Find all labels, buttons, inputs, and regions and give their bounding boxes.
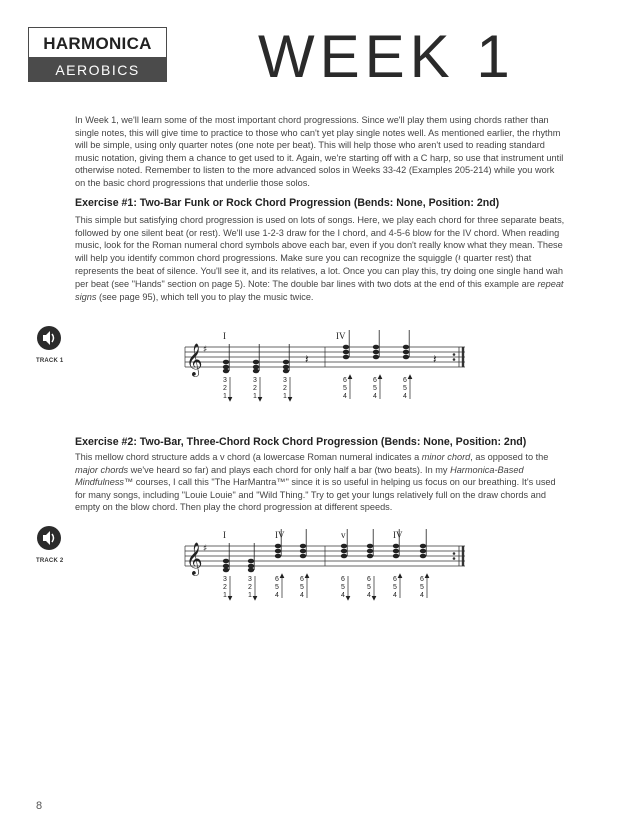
ex1-text-b: quarter rest) that represents the beat of silence. You'll see it, and its relatives, a lot. Once you can play this, try doing one single hand wah per beat (see "Hands" section on page 5). Note: The double bar lines with two dots at the end of this example are <box>75 252 563 289</box>
track1-audio[interactable] <box>36 325 76 364</box>
tab-hole: 5 <box>403 385 407 392</box>
tab-hole: 6 <box>367 576 371 583</box>
ex1-text-a: This simple but satisfying chord progression is used on lots of songs. Here, we play each chord for three separate beats, followed by one silent beat (or rest). We'll use 1-2-3 draw for the I chord, and 4-5-6 blow for the IV chord. When reading music, look for the Roman numeral chord symbols above each bar, even if you don't really know what they mean. These will help you identify common chord progressions. Make sure you can recognize the squiggle ( <box>75 215 565 263</box>
tab-hole: 6 <box>373 377 377 384</box>
svg-text:𝄞: 𝄞 <box>186 542 203 575</box>
tab-hole: 1 <box>253 393 257 400</box>
tab-hole: 6 <box>393 576 397 583</box>
chord-symbol: I <box>223 331 226 341</box>
intro-paragraph: In Week 1, we'll learn some of the most important chord progressions. Since we'll play them using chords rather than single notes, this will give time to practice to those who can't yet play single notes well. As mentioned earlier, the rhythm will be simple, using only quarter notes (one note per beat). This will help those who aren't used to reading standard music notation, giving them a chance to get used to it. Again, we're starting off with a C harp, so use that instrument until otherwise noted. Remember to listen to the more advanced solos in Weeks 33-42 (Examples 205-214) while you work on the basic chord progressions that underlie those solos. <box>75 115 564 188</box>
ex2-italic3: Harmonica-Based Mindfulness™ <box>75 464 524 488</box>
tab-hole: 5 <box>420 584 424 591</box>
tab-hole: 5 <box>343 385 347 392</box>
music-staff-1 <box>183 325 473 405</box>
tab-hole: 4 <box>403 393 407 400</box>
tab-hole: 3 <box>253 377 257 384</box>
tab-hole: 6 <box>341 576 345 583</box>
tab-hole: 3 <box>283 377 287 384</box>
tab-hole: 6 <box>403 377 407 384</box>
svg-text:♯: ♯ <box>203 544 208 554</box>
chord-symbol: v <box>341 530 346 540</box>
brand-line2: AEROBICS <box>29 57 166 82</box>
ex1-italic: repeat signs <box>75 278 564 302</box>
tab-hole: 1 <box>223 393 227 400</box>
tab-hole: 5 <box>341 584 345 591</box>
tab-hole: 1 <box>283 393 287 400</box>
tab-hole: 4 <box>341 592 345 599</box>
tab-hole: 5 <box>373 385 377 392</box>
ex2-text-c: we've heard so far) and plays each chord for only half a bar (two beats). In my <box>128 464 451 475</box>
series-badge <box>28 27 167 82</box>
ex2-italic2: major chords <box>75 464 129 475</box>
exercise2-heading: Exercise #2: Two-Bar, Three-Chord Rock Chord Progression (Bends: None, Position: 2nd) <box>75 436 527 448</box>
tab-hole: 3 <box>223 377 227 384</box>
speaker-icon <box>36 325 62 351</box>
ex2-text-a: This mellow chord structure adds a v chord (a lowercase Roman numeral indicates a <box>75 452 422 462</box>
exercise2-body <box>75 451 565 514</box>
tab-hole: 4 <box>393 592 397 599</box>
tab-hole: 2 <box>248 584 252 591</box>
chord-symbol: IV <box>275 530 285 540</box>
track1-label: TRACK 1 <box>36 358 64 364</box>
svg-text:𝄽: 𝄽 <box>433 352 437 366</box>
speaker-icon <box>36 525 62 551</box>
tab-hole: 3 <box>248 576 252 583</box>
chord-symbol: I <box>223 530 226 540</box>
tab-hole: 6 <box>275 576 279 583</box>
tab-hole: 2 <box>223 385 227 392</box>
ex2-text-d: courses, I call this "The HarMantra™" since it is so useful in helping us focus on our breathing. It's used for many songs, including "Louie Louie" and "Wild Thing." Try to get your lungs relatively full on the draw chords and empty on the blow chord. Then play the chord progression at different speeds. <box>75 477 556 513</box>
music-staff-2 <box>183 524 473 604</box>
ex2-text-b: , as opposed to the <box>470 452 549 462</box>
tab-hole: 4 <box>275 592 279 599</box>
tab-hole: 4 <box>343 393 347 400</box>
brand-line1: HARMONICA <box>29 28 166 57</box>
tab-hole: 1 <box>248 592 252 599</box>
tab-hole: 2 <box>253 385 257 392</box>
exercise1-heading: Exercise #1: Two-Bar Funk or Rock Chord Progression (Bends: None, Position: 2nd) <box>75 197 500 209</box>
tab-hole: 4 <box>367 592 371 599</box>
tab-hole: 4 <box>300 592 304 599</box>
tab-hole: 2 <box>283 385 287 392</box>
svg-text:𝄞: 𝄞 <box>186 343 203 376</box>
track2-label: TRACK 2 <box>36 558 64 564</box>
chord-symbol: IV <box>393 530 403 540</box>
tab-hole: 6 <box>343 377 347 384</box>
ex1-text-c: (see page 95), which tell you to play the music twice. <box>96 291 314 302</box>
quarter-rest-glyph: 𝄽 <box>458 252 461 264</box>
tab-hole: 5 <box>300 584 304 591</box>
tab-hole: 5 <box>393 584 397 591</box>
svg-text:𝄽: 𝄽 <box>305 352 309 366</box>
tab-hole: 4 <box>420 592 424 599</box>
svg-text:♯: ♯ <box>203 345 208 355</box>
tab-hole: 1 <box>223 592 227 599</box>
tab-hole: 6 <box>300 576 304 583</box>
exercise1-body <box>75 214 565 303</box>
track2-audio[interactable] <box>36 525 76 564</box>
tab-hole: 5 <box>275 584 279 591</box>
page-number: 8 <box>36 800 43 812</box>
chord-symbol: IV <box>336 331 346 341</box>
ex2-italic1: minor chord <box>421 452 471 462</box>
tab-hole: 6 <box>420 576 424 583</box>
tab-hole: 4 <box>373 393 377 400</box>
tab-hole: 3 <box>223 576 227 583</box>
tab-hole: 2 <box>223 584 227 591</box>
page-title: WEEK 1 <box>258 23 515 90</box>
tab-hole: 5 <box>367 584 371 591</box>
